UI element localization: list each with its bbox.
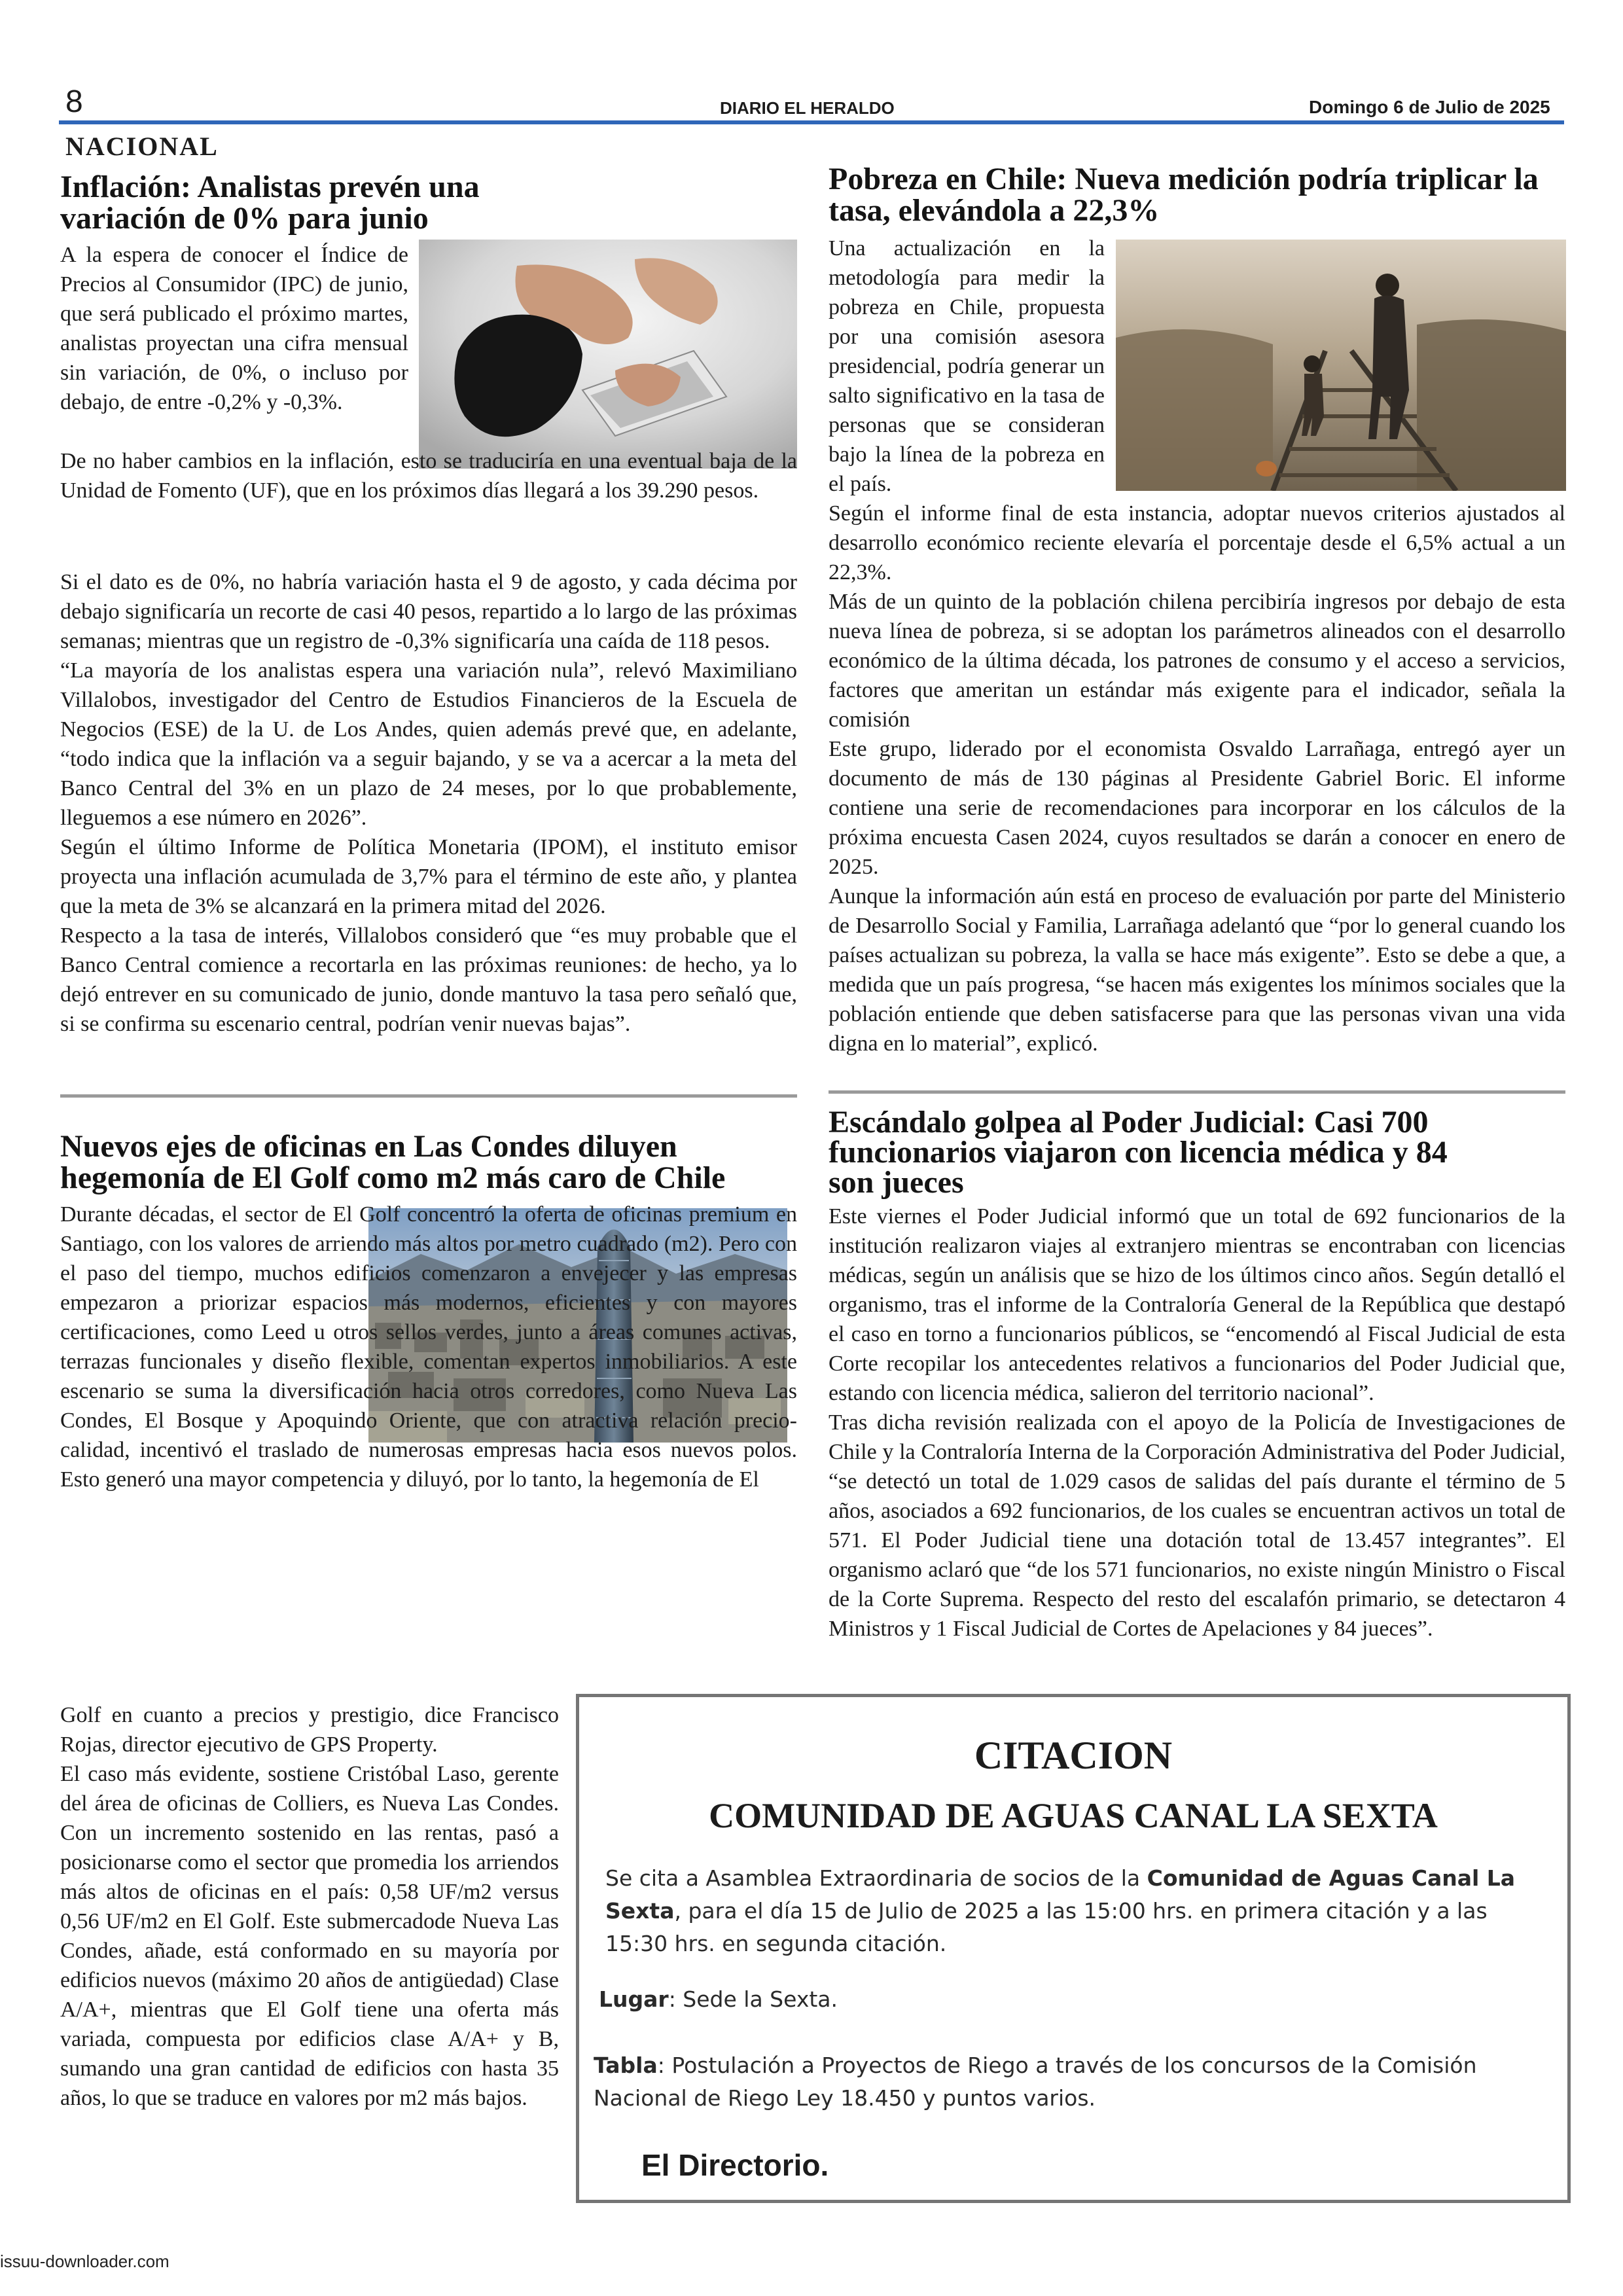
section-label: NACIONAL — [65, 132, 219, 161]
citation-signature: El Directorio. — [641, 2148, 829, 2182]
header-rule — [59, 120, 1564, 124]
footer-credit: issuu-downloader.com — [0, 2251, 169, 2271]
railway-photo — [1116, 240, 1566, 491]
citation-title: CITACION — [974, 1734, 1173, 1777]
inflation-article — [60, 171, 797, 234]
divider-right-top — [829, 1090, 1565, 1094]
citation-notice — [576, 1694, 1571, 2203]
offices-article — [60, 1131, 797, 1194]
citation-agenda-label: Tabla — [594, 2053, 658, 2078]
publication-date: Domingo 6 de Julio de 2025 — [1309, 97, 1550, 117]
poverty-paragraph-3: Este grupo, liderado por el economista Osvaldo Larrañaga, entregó ayer un documento de más de 130 páginas al Presidente Gabriel Boric. El informe contiene una serie de recomendaciones para incorporar en los cálculos de la próxima encuesta Casen 2024, cuyos resultados se darán a conocer en enero de 2025. — [829, 737, 1565, 879]
citation-place-label: Lugar — [599, 1986, 669, 2012]
poverty-paragraph-2: Más de un quinto de la población chilena percibiría ingresos por debajo de esta nueva línea de pobreza, si se adoptan los parámetros alineados con el desarrollo económico de la última década, los patrones de consumo y el acceso a servicios, factores que ameritan un estándar más exigente para el indicador, señala la comisión — [829, 590, 1565, 732]
offices-intro-text: Durante décadas, el sector de El Golf concentró la oferta de oficinas premium en Santiago, con los valores de arriendo más altos por metro cuadrado (m2). Pero con el paso del tiempo, muchos edificios comenzaron a envejecer y las empresas empezaron a priorizar espacios más modernos, eficientes y con mayores certificaciones, como Leed u otros sellos verdes, junto a áreas comunes activas, terrazas funcionales y diseño flexible, comentan expertos inmobiliarios. A este escenario se suma la diversificación hacia otros corredores, como Nueva Las Condes, El Bosque y Apoquindo Oriente, que con atractiva relación precio-calidad, incentivó el traslado de numerosas empresas hacia esos nuevos polos. Esto generó una mayor competencia y diluyó, por lo tanto, la hegemonía de El — [60, 1202, 797, 1492]
citation-place — [599, 1983, 1541, 2016]
inflation-body-continued — [60, 567, 797, 1039]
poverty-paragraph-4: Aunque la información aún está en proceso de evaluación por parte del Ministerio de Desarrollo Social y Familia, Larrañaga adelantó que “por lo general cuando los países actualizan su pobreza, la valla se hace más exigente”. Esto se debe a que, a medida que un país progresa, “se hacen más exigentes los mínimos sociales que la población entiende que deben satisfacerse para que las personas vivan una vida digna en lo material”, explicó. — [829, 884, 1565, 1056]
citation-subtitle: COMUNIDAD DE AGUAS CANAL LA SEXTA — [709, 1796, 1438, 1835]
inflation-headline: Inflación: Analistas prevén una variación de 0% para junio — [60, 170, 480, 236]
judicial-article — [829, 1107, 1565, 1198]
citation-entity: Comunidad de Aguas Canal La Sexta — [605, 1865, 1516, 1924]
inflation-paragraph-3: “La mayoría de los analistas espera una variación nula”, relevó Maximiliano Villalobos, investigador del Centro de Estudios Financieros de la Escuela de Negocios (ESE) de la U. de Los Andes, quien además prevé que, en adelante, “todo indica que la inflación va a seguir bajando, y se va a acercar a la meta del Banco Central del 3% en un plazo de 24 meses, por lo que probablemente, lleguemos a ese número en 2026”. — [60, 658, 797, 830]
poverty-headline: Pobreza en Chile: Nueva medición podría triplicar la tasa, elevándola a 22,3% — [829, 162, 1539, 228]
money-photo — [419, 240, 797, 469]
page-number: 8 — [65, 84, 83, 119]
citation-body-suffix: , para el día 15 de Julio de 2025 a las 15:00 hrs. en primera citación y a las 15:30 hrs. en segunda citación. — [605, 1898, 1488, 1956]
poverty-article — [829, 164, 1565, 226]
offices-body-continued — [60, 1700, 559, 2113]
inflation-paragraph-4: Según el último Informe de Política Monetaria (IPOM), el instituto emisor proyecta una inflación acumulada de 3,7% para el término de este año, y plantea que la meta de 3% se alcanzará en la primera mitad del 2026. — [60, 835, 797, 918]
offices-body — [60, 1200, 797, 1494]
citation-agenda — [594, 2049, 1549, 2115]
inflation-intro-text: A la espera de conocer el Índice de Precios al Consumidor (IPC) de junio, que será publicado el próximo martes, analistas proyectan una cifra mensual sin variación, de 0%, o incluso por debajo, de entre -0,2% y -0,3%. — [60, 243, 408, 414]
citation-place-value: : Sede la Sexta. — [668, 1986, 838, 2012]
offices-paragraph-2: El caso más evidente, sostiene Cristóbal Laso, gerente del área de oficinas de Colliers, es Nueva Las Condes. Con un incremento sostenido en las rentas, pasó a posicionarse como el sector que promedia los arriendos más altos de oficinas en el país: 0,58 UF/m2 versus 0,56 UF/m2 en El Golf. Este submercadode Nueva Las Condes, añade, está conformado en su mayoría por edificios nuevos (máximo 20 años de antigüedad) Clase A/A+, mientras que El Golf tiene una oferta más variada, compuesta por edificios clase A/A+ y B, sumando una gran cantidad de edificios con hasta 35 años, lo que se traduce en valores por m2 más bajos. — [60, 1762, 559, 2110]
inflation-body — [60, 446, 797, 505]
poverty-intro — [829, 234, 1105, 499]
offices-headline: Nuevos ejes de oficinas en Las Condes diluyen hegemonía de El Golf como m2 más caro de Chile — [60, 1129, 726, 1195]
judicial-paragraph-1: Este viernes el Poder Judicial informó que un total de 692 funcionarios de la institución realizaron viajes al extranjero mientras se encontraban con licencias médicas, según un análisis que se hizo de los últimos cinco años. Según detalló el organismo, tras el informe de la Contraloría General de la República que destapó el caso en torno a funcionarios públicos, se “encomendó al Fiscal Judicial de esta Corte recopilar los antecedentes relativos a funcionarios del Poder Judicial que, estando con licencia médica, salieron del territorio nacional”. — [829, 1204, 1565, 1405]
judicial-headline: Escándalo golpea al Poder Judicial: Casi 700 funcionarios viajaron con licencia médica y 84 son jueces — [829, 1105, 1448, 1200]
judicial-paragraph-2: Tras dicha revisión realizada con el apoyo de la Policía de Investigaciones de Chile y la Contraloría Interna de la Corporación Administrativa del Poder Judicial, “se detectó un total de 1.029 casos de salidas del país durante el término de 5 años, asociados a 692 funcionarios, de los cuales se encuentran activos un total de 571. El Poder Judicial tiene una dotación total de 13.457 integrantes”. El organismo aclaró que “de los 571 funcionarios, no existe ningún Ministro o Fiscal de la Corte Suprema. Respecto del resto del escalafón primario, se detectaron 4 Ministros y 1 Fiscal Judicial de Cortes de Apelaciones y 84 jueces”. — [829, 1410, 1565, 1641]
inflation-intro — [60, 240, 408, 417]
citation-agenda-value: : Postulación a Proyectos de Riego a través de los concursos de la Comisión Nacional de Riego Ley 18.450 y puntos varios. — [594, 2053, 1477, 2111]
inflation-paragraph-1: De no haber cambios en la inflación, esto se traduciría en una eventual baja de la Unidad de Fomento (UF), que en los próximos días llegará a los 39.290 pesos. — [60, 449, 797, 503]
offices-continuation: Golf en cuanto a precios y prestigio, dice Francisco Rojas, director ejecutivo de GPS Property. — [60, 1703, 559, 1757]
citation-body-prefix: Se cita a Asamblea Extraordinaria de socios de la — [605, 1865, 1147, 1891]
newspaper-name: DIARIO EL HERALDO — [720, 98, 895, 118]
judicial-body — [829, 1202, 1565, 1643]
divider-left-top — [60, 1094, 797, 1098]
citation-body — [605, 1862, 1548, 1960]
inflation-paragraph-5: Respecto a la tasa de interés, Villalobos consideró que “es muy probable que el Banco Central comience a recortarla en las próximas reuniones: de hecho, ya lo dejó entrever en su comunicado de junio, donde mantuvo la tasa pero señaló que, si se confirma su escenario central, podrían venir nuevas bajas”. — [60, 924, 797, 1036]
poverty-paragraph-1: Según el informe final de esta instancia, adoptar nuevos criterios ajustados al desarrollo económico reciente elevaría el porcentaje desde el 6,5% actual a un 22,3%. — [829, 501, 1565, 584]
poverty-body — [829, 499, 1565, 1058]
inflation-paragraph-2: Si el dato es de 0%, no habría variación hasta el 9 de agosto, y cada décima por debajo significaría un recorte de casi 40 pesos, repartido a lo largo de las próximas semanas; mientras que un registro de -0,3% significaría una caída de 118 pesos. — [60, 570, 797, 653]
poverty-intro-text: Una actualización en la metodología para medir la pobreza en Chile, propuesta por una comisión asesora presidencial, podría generar un salto significativo en la tasa de personas que se consideran bajo la línea de la pobreza en el país. — [829, 236, 1105, 496]
